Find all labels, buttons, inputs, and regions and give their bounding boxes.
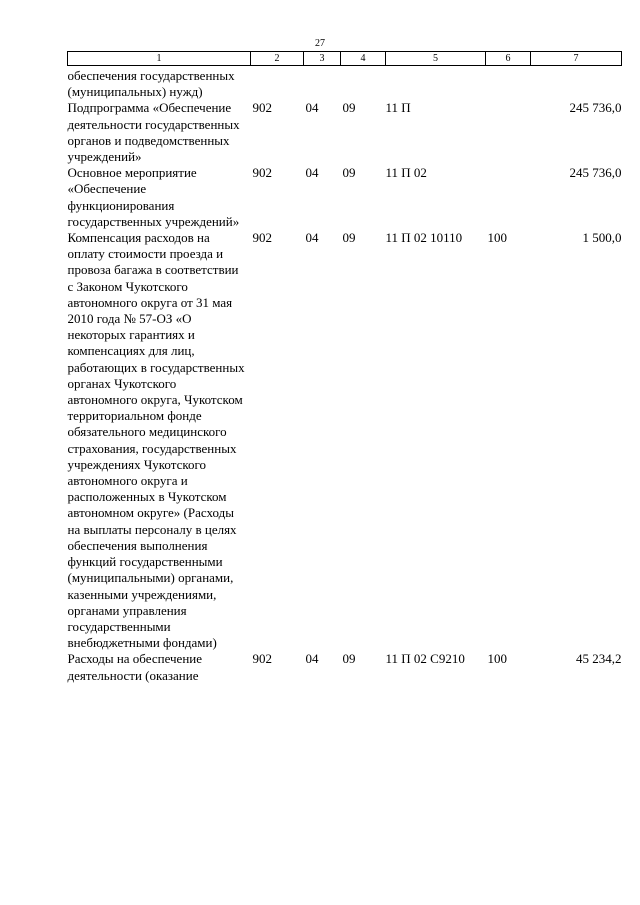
row-admin-code [251,66,304,101]
row-amount: 245 736,0 [569,165,622,181]
row-admin-code: 902 [252,651,272,667]
table-row [68,100,622,165]
row-admin-code: 902 [252,100,272,116]
row-amount: 45 234,2 [576,651,622,667]
header-col-5: 5 [386,52,486,66]
row-expense-type [486,165,531,230]
row-subsection [341,66,386,101]
row-amount [531,66,622,101]
header-col-1: 1 [68,52,251,66]
row-subsection: 09 [342,100,356,116]
row-section: 04 [305,100,319,116]
table-row [68,651,622,683]
row-expense-type: 100 [487,651,507,667]
row-target-article [386,66,486,101]
row-name: Компенсация расходов на оплату стоимости проезда и провоза багажа в соответствии с Законом Чукотского автономного округа от 31 мая 2010 года № 57-ОЗ «О некоторых гарантиях и компенсациях для лиц, работающих в государственных органах Чукотского автономного округа, Чукотском территориальном фонде обязательного медицинского страхования, государственных учреждениях Чукотского автономного округа и расположенных в Чукотском автономном округе» (Расходы на выплаты персоналу в целях обеспечения выполнения функций государственными (муниципальными) органами, казенными учреждениями, органами управления государственными внебюджетными фондами) [67,230,245,651]
table-row [68,165,622,230]
row-subsection: 09 [342,230,356,246]
row-amount: 1 500,0 [582,230,622,246]
row-name: обеспечения государственных (муниципальных) нужд) [67,68,235,100]
header-col-7: 7 [531,52,622,66]
row-target-article: 11 П 02 [385,165,427,181]
row-name: Подпрограмма «Обеспечение деятельности государственных органов и подведомственных учреждений» [67,100,240,165]
row-subsection: 09 [342,165,356,181]
row-section: 04 [305,230,319,246]
row-expense-type: 100 [487,230,507,246]
page-number: 27 [315,38,325,49]
row-section: 04 [305,651,319,667]
header-col-4: 4 [341,52,386,66]
row-section [304,66,341,101]
row-target-article: 11 П [385,100,411,116]
row-subsection: 09 [342,651,356,667]
table-header-row [68,52,622,66]
row-amount: 245 736,0 [569,100,622,116]
budget-table [67,51,622,684]
row-section: 04 [305,165,319,181]
row-target-article: 11 П 02 10110 [385,230,463,246]
row-target-article: 11 П 02 С9210 [385,651,465,667]
row-name: Основное мероприятие «Обеспечение функционирования государственных учреждений» [67,165,240,229]
table-row [68,230,622,651]
header-col-2: 2 [251,52,304,66]
row-name: Расходы на обеспечение деятельности (оказание [67,651,203,683]
row-admin-code: 902 [252,165,272,181]
row-admin-code: 902 [252,230,272,246]
header-col-6: 6 [486,52,531,66]
row-expense-type [486,100,531,165]
table-row [68,66,622,101]
row-expense-type [486,66,531,101]
header-col-3: 3 [304,52,341,66]
